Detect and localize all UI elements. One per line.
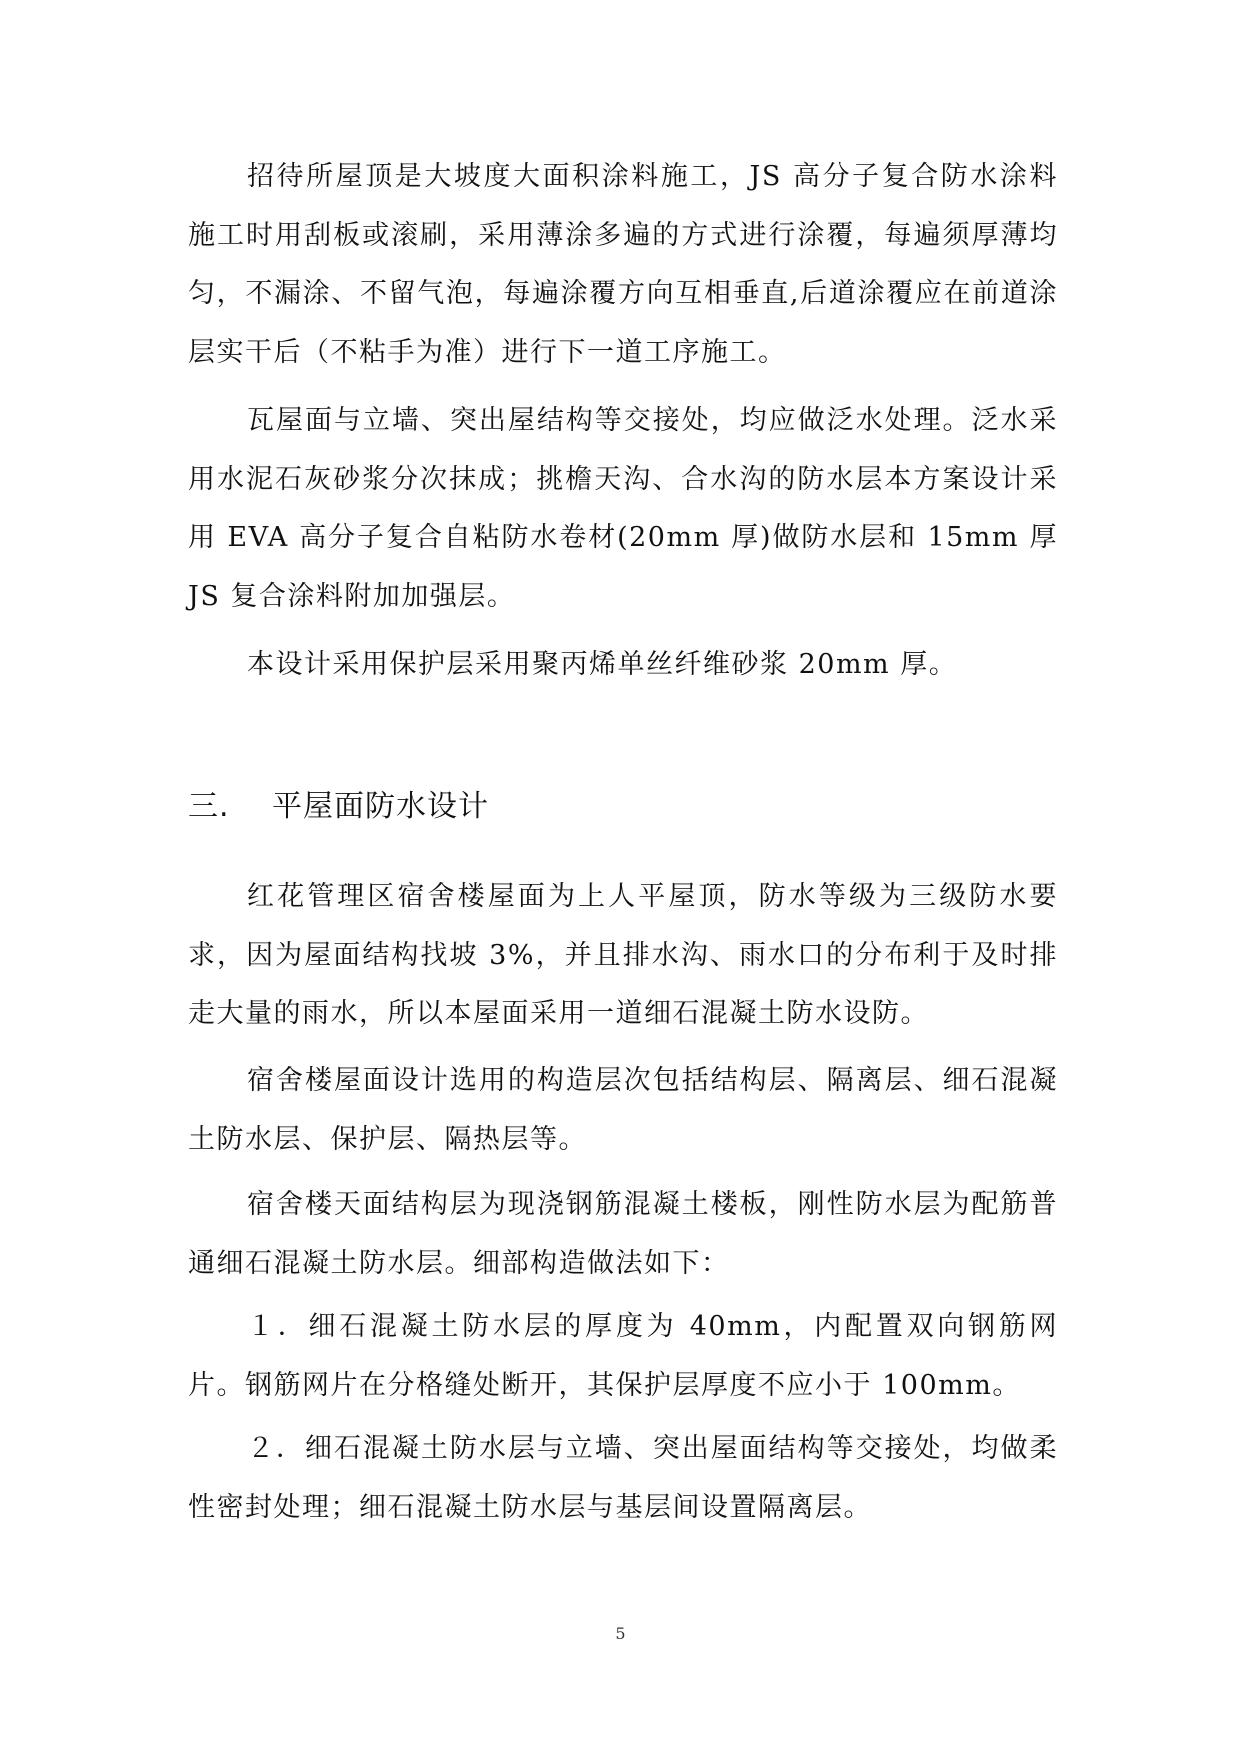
paragraph-structural-layer: 宿舍楼天面结构层为现浇钢筋混凝土楼板，刚性防水层为配筋普通细石混凝土防水层。细部构造做法如下：: [188, 1189, 1058, 1279]
section-title: 平屋面防水设计: [272, 789, 489, 824]
paragraph-dormitory-roof: 红花管理区宿舍楼屋面为上人平屋顶，防水等级为三级防水要求，因为屋面结构找坡 3%，并且排水沟、雨水口的分布利于及时排走大量的雨水，所以本屋面采用一道细石混凝土防水设防。: [188, 881, 1058, 1029]
section-heading: [188, 777, 489, 837]
section-number: 三.: [188, 789, 230, 824]
paragraph-flashing: 瓦屋面与立墙、突出屋结构等交接处，均应做泛水处理。泛水采用水泥石灰砂浆分次抹成；挑檐天沟、合水沟的防水层本方案设计采用 EVA 高分子复合自粘防水卷材(20mm 厚)做防水层和 15mm 厚 JS 复合涂料附加加强层。: [188, 405, 1058, 612]
list-item-1: １．细石混凝土防水层的厚度为 40mm，内配置双向钢筋网片。钢筋网片在分格缝处断开，其保护层厚度不应小于 100mm。: [188, 1311, 1058, 1401]
list-item-2: ２．细石混凝土防水层与立墙、突出屋面结构等交接处，均做柔性密封处理；细石混凝土防水层与基层间设置隔离层。: [188, 1433, 1058, 1523]
paragraph-protective-layer: 本设计采用保护层采用聚丙烯单丝纤维砂浆 20mm 厚。: [247, 649, 958, 680]
page-number: 5: [615, 1624, 626, 1643]
paragraph-construction-layers: 宿舍楼屋面设计选用的构造层次包括结构层、隔离层、细石混凝土防水层、保护层、隔热层等。: [188, 1065, 1058, 1155]
paragraph-roof-coating: 招待所屋顶是大坡度大面积涂料施工，JS 高分子复合防水涂料施工时用刮板或滚刷，采用薄涂多遍的方式进行涂覆，每遍须厚薄均匀，不漏涂、不留气泡，每遍涂覆方向互相垂直,后道涂覆应在前道涂层实干后（不粘手为准）进行下一道工序施工。: [188, 161, 1058, 368]
